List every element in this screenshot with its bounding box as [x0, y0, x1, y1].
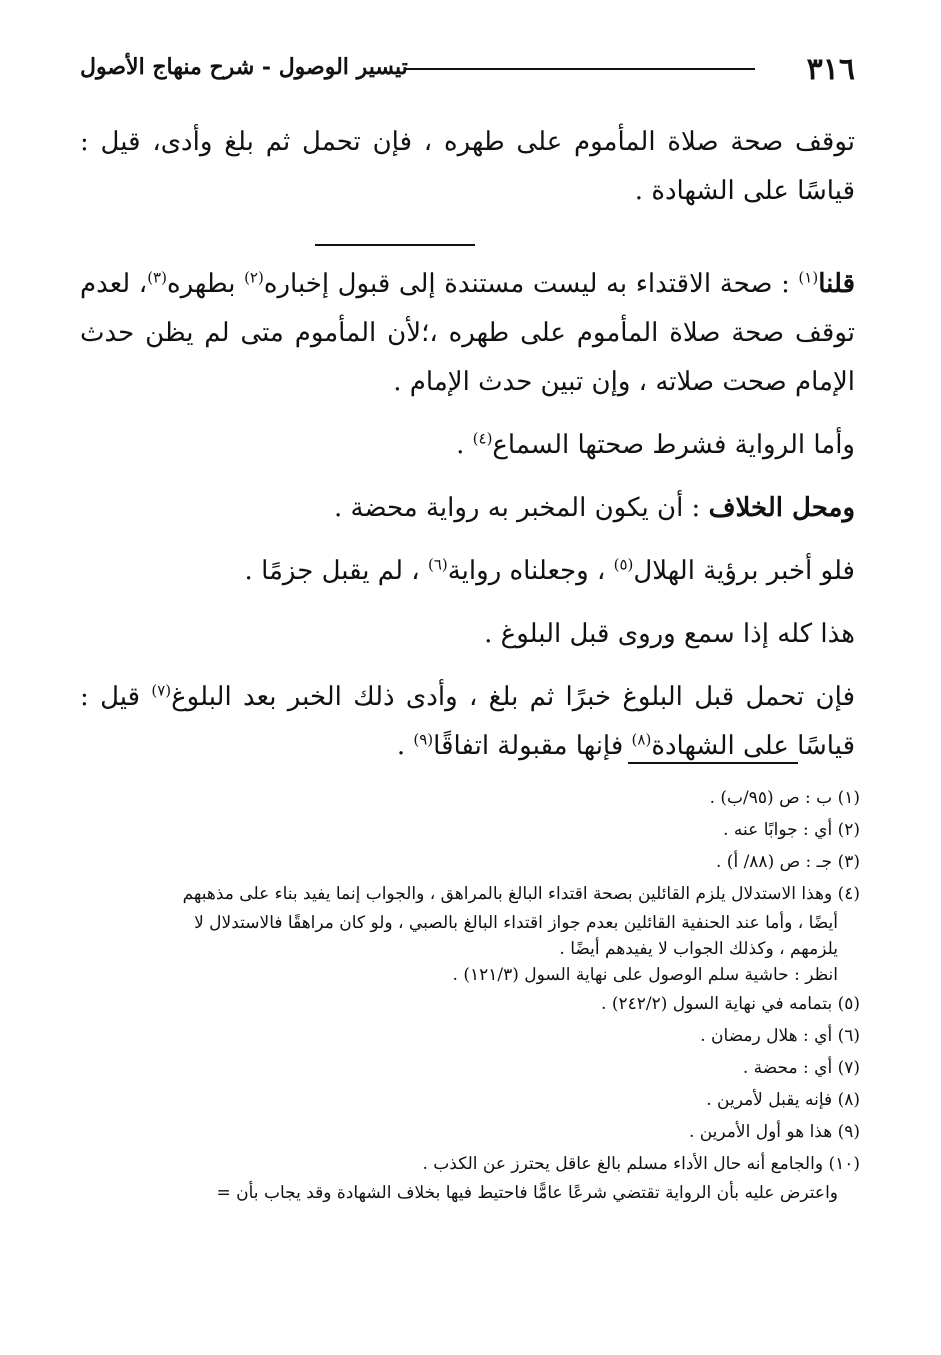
- paragraph-3: [80, 421, 855, 470]
- page-number: ٣١٦: [806, 52, 855, 87]
- footnote-ref-4[interactable]: (٤): [472, 429, 493, 448]
- footnote-4-line-2: أيضًا ، وأما عند الحنفية القائلين بعدم جواز اقتداء البالغ بالصبي ، ولو كان مراهقًا فالاستدلال لا: [194, 913, 838, 933]
- paragraph-2-text-a: : صحة الاقتداء به ليست مستندة إلى قبول إخباره: [263, 269, 799, 299]
- paragraph-5: [80, 547, 855, 596]
- footnote-ref-2[interactable]: (٢): [244, 268, 264, 287]
- paragraph-7-text-b: قيل : قياسًا على الشهادة: [80, 682, 855, 761]
- book-title: تيسير الوصول - شرح منهاج الأصول: [80, 54, 408, 80]
- footnote-8: (٨) فإنه يقبل لأمرين .: [706, 1090, 860, 1110]
- footnote-4-line-4: انظر : حاشية سلم الوصول على نهاية السول (١٢١/٣) .: [452, 965, 838, 985]
- header-rule: [405, 68, 755, 70]
- paragraph-3-text-b: .: [456, 430, 473, 460]
- footnote-10-line-1: (١٠) والجامع أنه حال الأداء مسلم بالغ عاقل يحترز عن الكذب .: [422, 1154, 860, 1174]
- footnote-ref-1[interactable]: (١): [798, 268, 819, 287]
- paragraph-4-lead: ومحل الخلاف: [708, 493, 855, 523]
- footnote-2: (٢) أي : جوابًا عنه .: [723, 820, 860, 840]
- footnote-6: (٦) أي : هلال رمضان .: [700, 1026, 860, 1046]
- paragraph-5-text-c: ، لم يقبل جزمًا .: [244, 556, 428, 586]
- footnotes: [80, 782, 860, 1206]
- paragraph-2-lead: قلنا: [818, 269, 855, 299]
- footnote-3: (٣) جـ : ص (٨٨/ أ) .: [716, 852, 860, 872]
- paragraph-5-text-a: فلو أخبر برؤية الهلال: [633, 556, 855, 586]
- footnote-9: (٩) هذا هو أول الأمرين .: [688, 1122, 860, 1142]
- paragraph-1: توقف صحة صلاة المأموم على طهره ، فإن تحمل ثم بلغ وأدى، قيل : قياسًا على الشهادة .: [80, 127, 855, 206]
- paragraph-2: [80, 260, 855, 407]
- main-text: [80, 118, 855, 771]
- footnote-10-line-2: واعترض عليه بأن الرواية تقتضي شرعًا عامًّا فاحتيط فيها بخلاف الشهادة وقد يجاب بأن =: [216, 1183, 838, 1203]
- footnote-5: (٥) بتمامه في نهاية السول (٢٤٢/٢) .: [601, 994, 860, 1014]
- footnote-ref-3[interactable]: (٣): [147, 268, 167, 287]
- paragraph-2-text-c: ، لعدم توقف صحة صلاة المأموم على طهره ،؛لأن المأموم متى لم يظن حدث الإمام صحت صلاته ، وإن تبين حدث الإمام .: [80, 269, 855, 397]
- footnote-4-line-1: (٤) وهذا الاستدلال يلزم القائلين بصحة اقتداء البالغ بالمراهق ، والجواب إنما يفيد بناء على مذهبهم: [182, 884, 860, 904]
- footnote-ref-5[interactable]: (٥): [613, 555, 634, 574]
- footnote-ref-9[interactable]: (٩): [413, 730, 434, 749]
- footnote-ref-7[interactable]: (٧): [151, 681, 172, 700]
- paragraph-7-text-a: فإن تحمل قبل البلوغ خبرًا ثم بلغ ، وأدى ذلك الخبر بعد البلوغ: [171, 682, 855, 712]
- footnote-rule: [628, 762, 798, 764]
- section-rule: [315, 244, 475, 246]
- paragraph-3-text-a: وأما الرواية فشرط صحتها السماع: [492, 430, 855, 460]
- footnote-ref-6[interactable]: (٦): [427, 555, 448, 574]
- paragraph-6: هذا كله إذا سمع وروى قبل البلوغ .: [484, 619, 855, 649]
- paragraph-5-text-b: ، وجعلناه رواية: [447, 556, 614, 586]
- footnote-1: (١) ب : ص (٩٥/ب) .: [709, 788, 860, 808]
- page-header: [80, 52, 855, 92]
- paragraph-7: [80, 673, 855, 771]
- paragraph-2-text-b: بطهره: [166, 269, 245, 299]
- paragraph-7-text-c: فإنها مقبولة اتفاقًا: [433, 731, 632, 761]
- footnote-4-line-3: يلزمهم ، وكذلك الجواب لا يفيدهم أيضًا .: [559, 939, 838, 959]
- footnote-7: (٧) أي : محضة .: [742, 1058, 860, 1078]
- paragraph-4-text: : أن يكون المخبر به رواية محضة .: [333, 493, 709, 523]
- footnote-ref-8[interactable]: (٨): [631, 730, 652, 749]
- paragraph-7-text-d: .: [396, 731, 414, 761]
- paragraph-4: [80, 484, 855, 533]
